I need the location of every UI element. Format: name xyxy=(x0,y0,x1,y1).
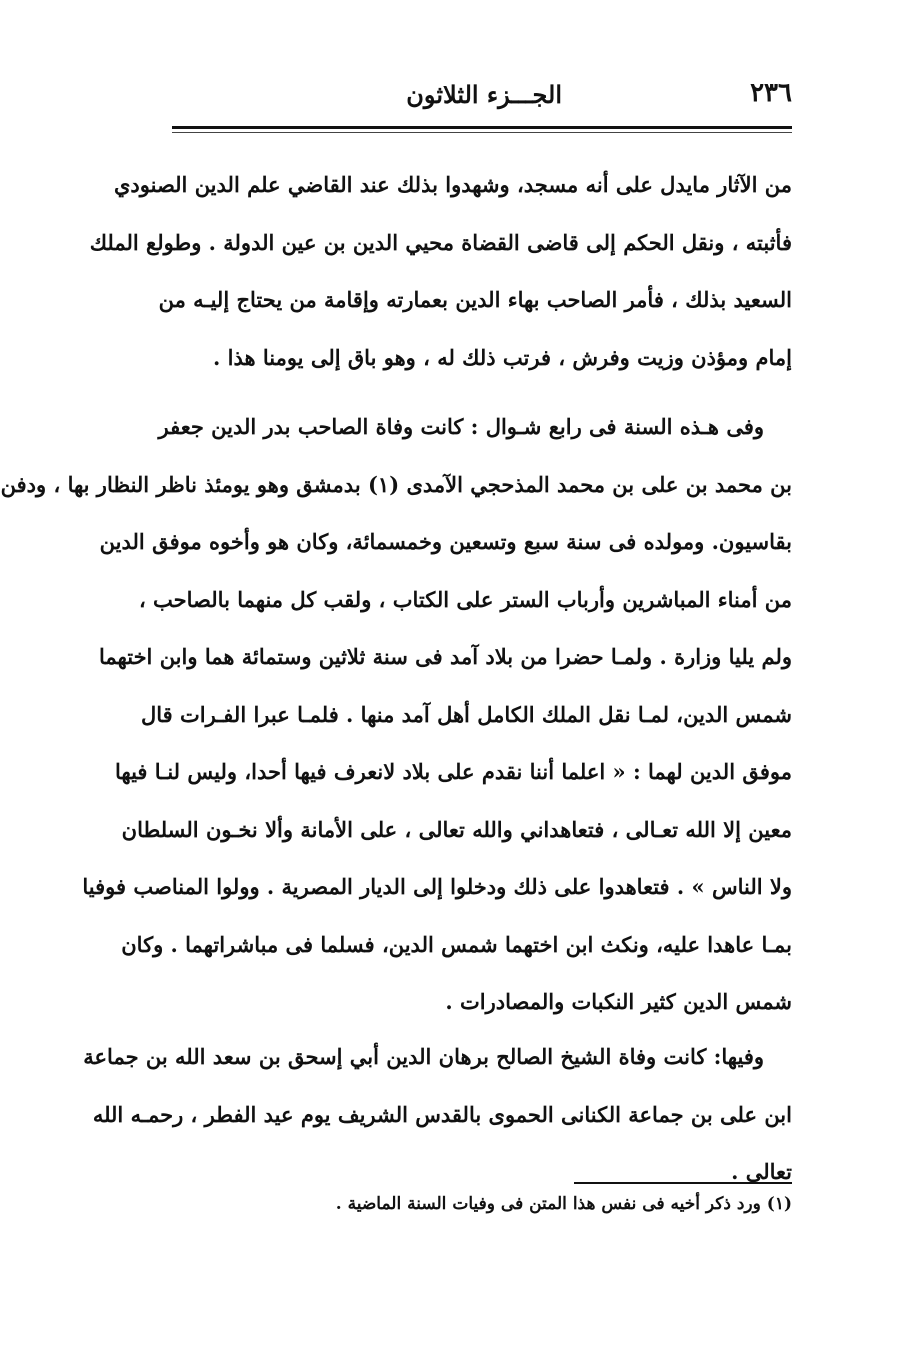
text-line: بقاسيون. ومولده فى سنة سبع وتسعين وخمسمائة، وكان هو وأخوه موفق الدين xyxy=(99,529,792,554)
running-title: الجـــزء الثلاثون xyxy=(406,80,562,109)
text-line: وفيها: كانت وفاة الشيخ الصالح برهان الدين أبي إسحق بن سعد الله بن جماعة xyxy=(83,1044,764,1069)
text-line: معين إلا الله تعـالى ، فتعاهداني والله تعالى ، على الأمانة وألا نخـون السلطان xyxy=(121,816,792,842)
text-line: فأثبته ، ونقل الحكم إلى قاضى القضاة محيي الدين بن عين الدولة . وطولع الملك xyxy=(89,229,792,255)
paragraph-1 xyxy=(89,156,792,386)
text-line: بن محمد بن على بن محمد المذحجي الآمدى (١) بدمشق وهو يومئذ ناظر النظار بها ، ودفن xyxy=(0,471,792,497)
text-line: شمس الدين كثير النكبات والمصادرات . xyxy=(445,989,792,1014)
text-line: من الآثار مايدل على أنه مسجد، وشهدوا بذلك عند القاضي علم الدين الصنودي xyxy=(113,172,792,197)
text-line: ولم يليا وزارة . ولمـا حضرا من بلاد آمد فى سنة ثلاثين وستمائة هما وابن اختهما xyxy=(99,644,792,669)
text-line: ابن على بن جماعة الكنانى الحموى بالقدس الشريف يوم عيد الفطر ، رحمـه الله xyxy=(92,1101,792,1127)
page-number: ٢٣٦ xyxy=(750,78,792,108)
footnote: (١) ورد ذكر أخيه فى نفس هذا المتن فى وفيات السنة الماضية . xyxy=(335,1194,792,1214)
text-line: ولا الناس » . فتعاهدوا على ذلك ودخلوا إلى الديار المصرية . وولوا المناصب فوفيا xyxy=(82,874,792,899)
header-rule xyxy=(172,126,792,129)
page-header xyxy=(170,78,792,120)
paragraph-3 xyxy=(83,1028,792,1201)
text-line: إمام ومؤذن وزيت وفرش ، فرتب ذلك له ، وهو باق إلى يومنا هذا . xyxy=(212,344,792,370)
text-line: من أمناء المباشرين وأرباب الستر على الكتاب ، ولقب كل منهما بالصاحب ، xyxy=(138,586,792,612)
text-line: بمـا عاهدا عليه، ونكث ابن اختهما شمس الدين، فسلما فى مباشراتهما . وكان xyxy=(121,931,792,957)
paragraph-2 xyxy=(0,398,792,1031)
text-line: وفى هـذه السنة فى رابع شـوال : كانت وفاة الصاحب بدر الدين جعفر xyxy=(158,414,764,439)
text-line: تعالى . xyxy=(731,1159,792,1184)
text-line: شمس الدين، لمـا نقل الملك الكامل أهل آمد منها . فلمـا عبرا الفـرات قال xyxy=(140,701,792,727)
text-line: السعيد بذلك ، فأمر الصاحب بهاء الدين بعمارته وإقامة من يحتاج إليـه من xyxy=(158,287,792,312)
text-line: موفق الدين لهما : « اعلما أننا نقدم على بلاد لانعرف فيها أحدا، وليس لنـا فيها xyxy=(115,759,792,784)
footnote-rule xyxy=(574,1182,792,1184)
header-rule-thin xyxy=(172,132,792,133)
